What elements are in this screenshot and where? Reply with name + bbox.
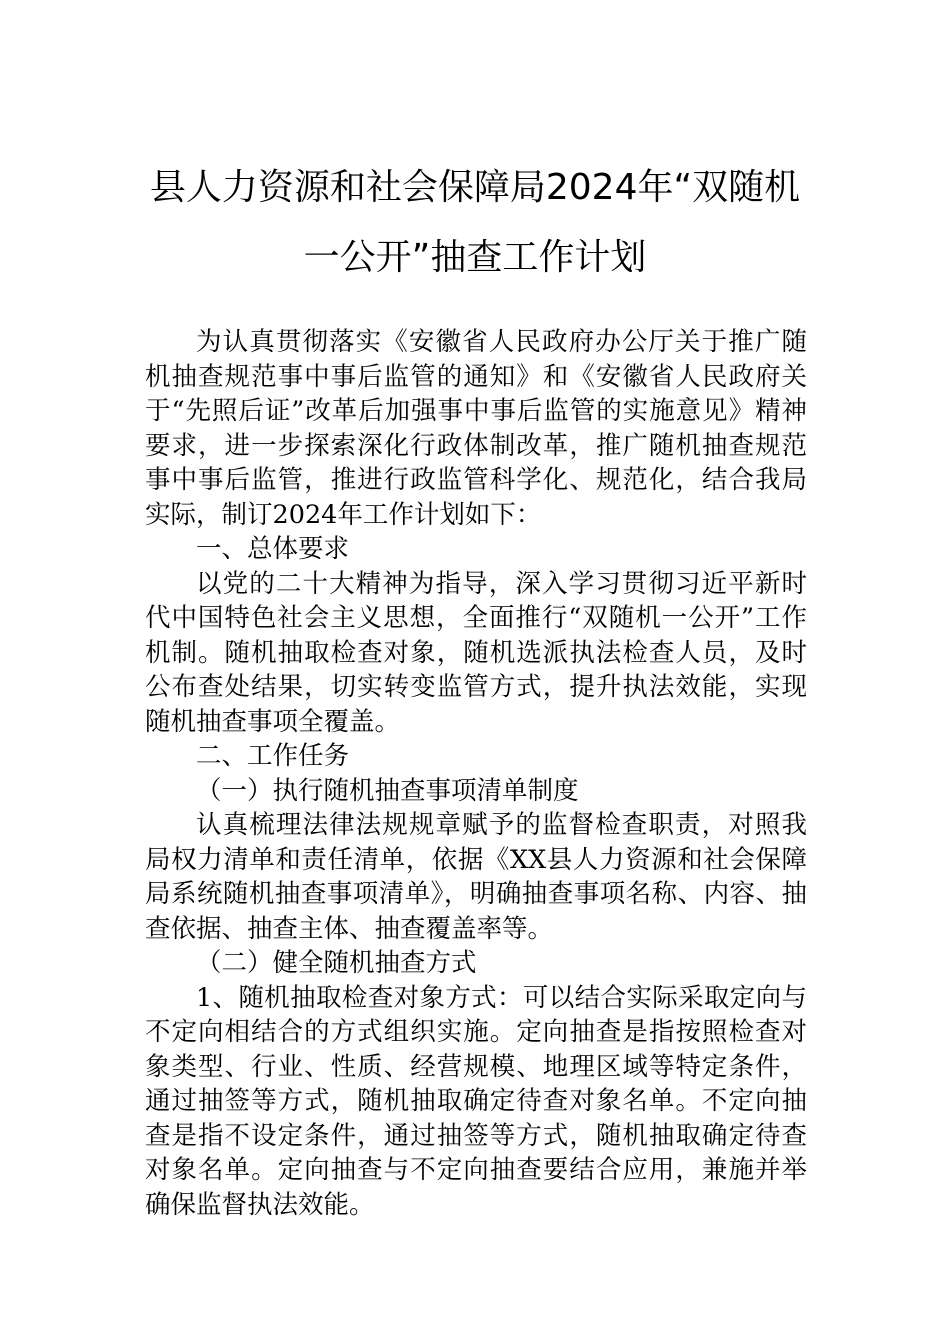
paragraph-general-requirements: 以党的二十大精神为指导，深入学习贯彻习近平新时代中国特色社会主义思想，全面推行“双随机一公开”工作机制。随机抽取检查对象，随机选派执法检查人员，及时公布查处结果，切实转变监管方式，提升执法效能，实现随机抽查事项全覆盖。 bbox=[145, 568, 807, 737]
paragraph-intro: 为认真贯彻落实《安徽省人民政府办公厅关于推广随机抽查规范事中事后监管的通知》和《安徽省人民政府关于“先照后证”改革后加强事中事后监管的实施意见》精神要求，进一步探索深化行政体制改革，推广随机抽查规范事中事后监管，推进行政监管科学化、规范化，结合我局实际，制订2024年工作计划如下： bbox=[145, 327, 807, 530]
section-heading-general-requirements: 一、总体要求 bbox=[196, 534, 350, 564]
document-body bbox=[145, 325, 807, 1222]
subsection-heading-2: （二）健全随机抽查方式 bbox=[196, 948, 477, 978]
section-heading-work-tasks: 二、工作任务 bbox=[196, 741, 350, 771]
document-title-line-2: 一公开”抽查工作计划 bbox=[303, 237, 647, 278]
paragraph-task-1: 认真梳理法律法规规章赋予的监督检查职责，对照我局权力清单和责任清单，依据《XX县人力资源和社会保障局系统随机抽查事项清单》，明确抽查事项名称、内容、抽查依据、抽查主体、抽查覆盖率等。 bbox=[145, 810, 807, 944]
paragraph-task-2: 1、随机抽取检查对象方式：可以结合实际采取定向与不定向相结合的方式组织实施。定向抽查是指按照检查对象类型、行业、性质、经营规模、地理区域等特定条件，通过抽签等方式，随机抽取确定待查对象名单。不定向抽查是指不设定条件，通过抽签等方式，随机抽取确定待查对象名单。定向抽查与不定向抽查要结合应用，兼施并举确保监督执法效能。 bbox=[145, 982, 807, 1220]
subsection-heading-1: （一）执行随机抽查事项清单制度 bbox=[196, 775, 579, 806]
document-title-line-1: 县人力资源和社会保障局2024年“双随机 bbox=[149, 167, 801, 208]
